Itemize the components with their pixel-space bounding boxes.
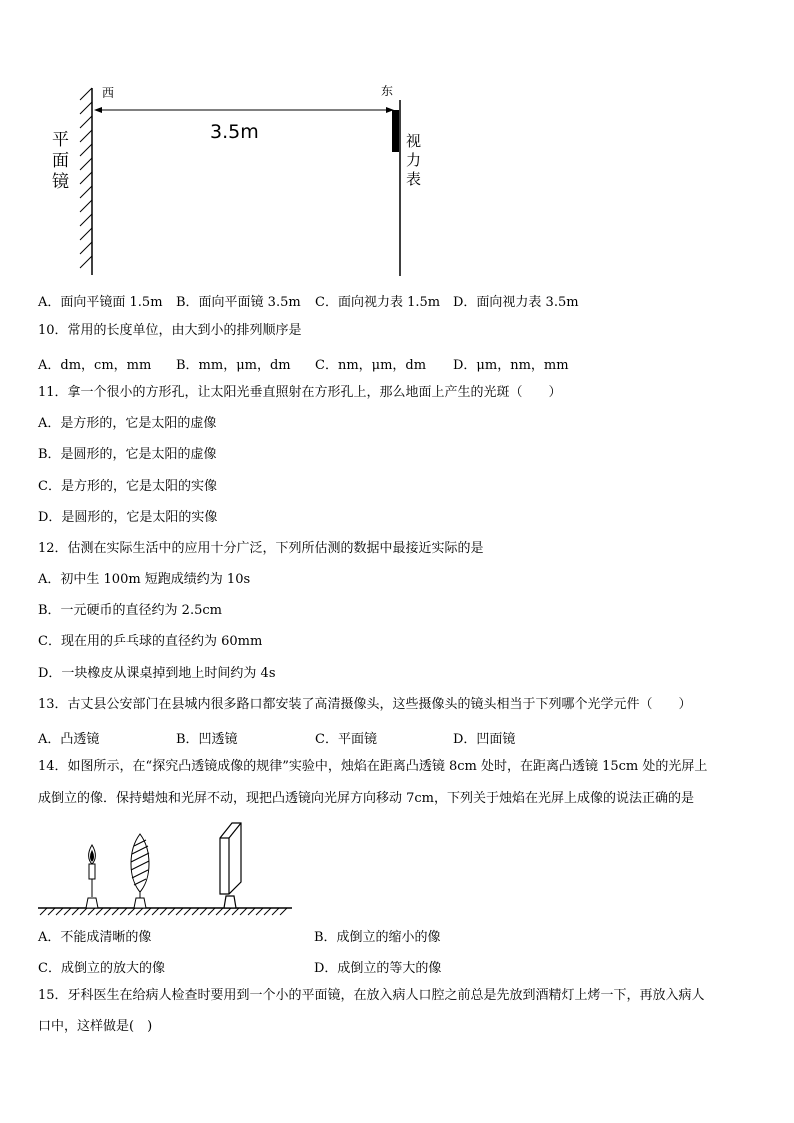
q11-stem: 11．拿一个很小的方形孔，让太阳光垂直照射在方形孔上，那么地面上产生的光斑（ ） (38, 385, 562, 400)
eye-chart-block (392, 110, 399, 152)
q12-stem: 12．估测在实际生活中的应用十分广泛，下列所估测的数据中最接近实际的是 (38, 541, 484, 556)
q12-option-d: D．一块橡皮从课桌掉到地上时间约为 4s (38, 666, 276, 681)
east-label: 东 (381, 84, 394, 98)
q11-option-d: D．是圆形的，它是太阳的实像 (38, 510, 218, 525)
q15-stem-line1: 15．牙科医生在给病人检查时要用到一个小的平面镜，在放入病人口腔之前总是先放到酒精灯上烤一下，再放入病人 (38, 988, 705, 1003)
light-screen (220, 823, 241, 908)
q14-option-a: A．不能成清晰的像 (38, 930, 152, 945)
base-hatching (40, 908, 287, 915)
q13-option-b: B．凹透镜 (176, 732, 238, 747)
eye-chart-label: 视 力 表 (406, 132, 422, 188)
q14-stem-line1: 14．如图所示，在“探究凸透镜成像的规律”实验中，烛焰在距离凸透镜 8cm 处时，在距离凸透镜 15cm 处的光屏上 (38, 759, 708, 774)
q9-option-c: C．面向视力表 1.5m (315, 295, 441, 310)
distance-label: 3.5m (210, 121, 259, 143)
q12-option-a: A．初中生 100m 短跑成绩约为 10s (38, 572, 251, 587)
west-label: 西 (102, 86, 115, 100)
q12-option-c: C．现在用的乒乓球的直径约为 60mm (38, 634, 263, 649)
q14-option-c: C．成倒立的放大的像 (38, 961, 165, 976)
q13-option-a: A．凸透镜 (38, 732, 100, 747)
q10-option-d: D．μm，nm，mm (453, 358, 569, 373)
q14-option-b: B．成倒立的缩小的像 (314, 930, 441, 945)
q10-stem: 10．常用的长度单位，由大到小的排列顺序是 (38, 323, 302, 338)
q10-option-a: A．dm，cm，mm (38, 358, 152, 373)
q10-option-b: B．mm，μm，dm (176, 358, 291, 373)
q12-option-b: B．一元硬币的直径约为 2.5cm (38, 603, 222, 618)
mirror-label: 平 面 镜 (52, 130, 69, 192)
q10-option-c: C．nm，μm，dm (315, 358, 427, 373)
candle (86, 845, 98, 908)
q13-option-d: D．凹面镜 (453, 732, 516, 747)
convex-lens (131, 834, 149, 908)
mirror-eye-chart-figure (0, 0, 794, 290)
q14-stem-line2: 成倒立的像．保持蜡烛和光屏不动，现把凸透镜向光屏方向移动 7cm，下列关于烛焰在光屏上成像的说法正确的是 (38, 791, 695, 806)
q9-option-d: D．面向视力表 3.5m (453, 295, 579, 310)
q11-option-b: B．是圆形的，它是太阳的虚像 (38, 447, 217, 462)
q9-option-b: B．面向平面镜 3.5m (176, 295, 301, 310)
q13-option-c: C．平面镜 (315, 732, 377, 747)
q11-option-c: C．是方形的，它是太阳的实像 (38, 479, 217, 494)
lens-experiment-figure (0, 820, 794, 920)
q13-stem: 13．古丈县公安部门在县城内很多路口都安装了高清摄像头，这些摄像头的镜头相当于下列哪个光学元件（ ） (38, 697, 692, 712)
q14-option-d: D．成倒立的等大的像 (314, 961, 442, 976)
mirror-hatching (80, 88, 92, 268)
q11-option-a: A．是方形的，它是太阳的虚像 (38, 416, 217, 431)
q9-option-a: A．面向平镜面 1.5m (38, 295, 163, 310)
q15-stem-line2: 口中，这样做是( ) (38, 1019, 153, 1034)
